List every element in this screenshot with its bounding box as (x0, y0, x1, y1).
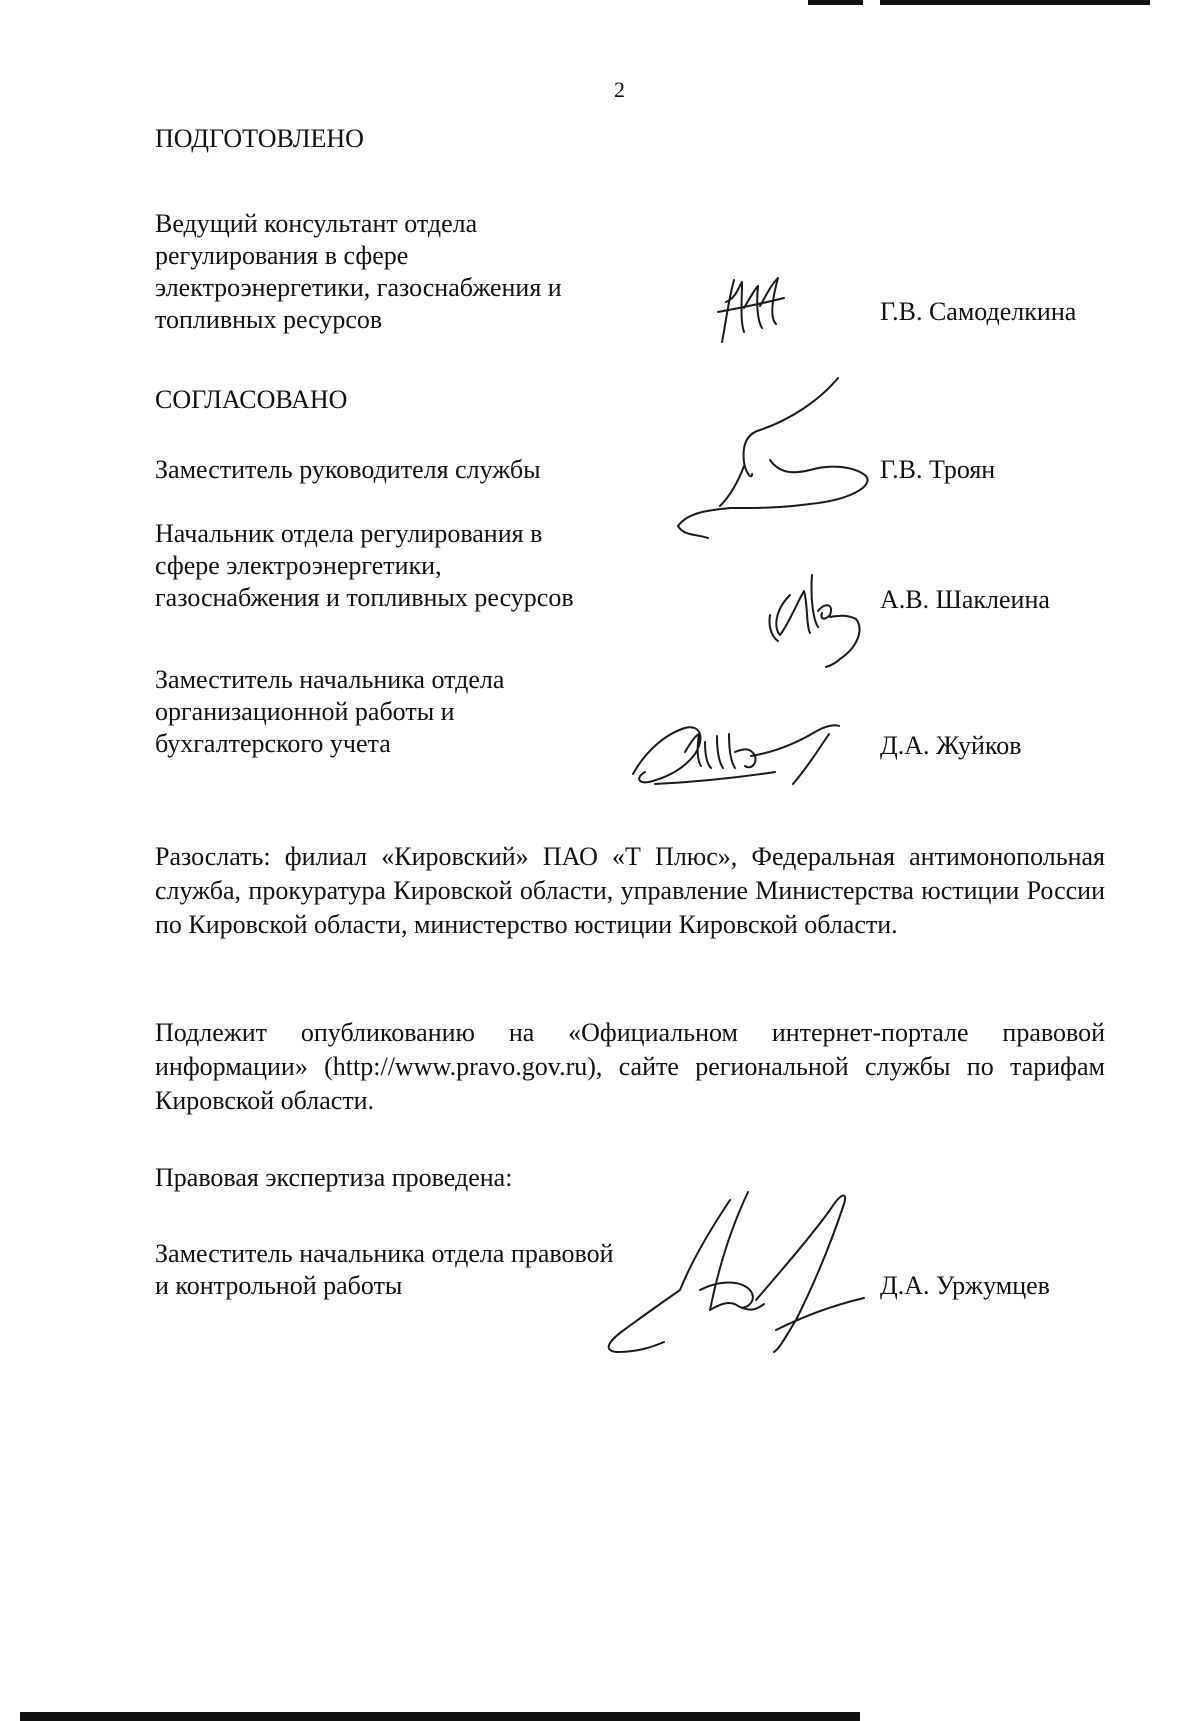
position-line: электроэнергетики, газоснабжения и (155, 273, 562, 302)
signatory-name: Г.В. Самоделкина (880, 297, 1077, 326)
publication-paragraph: Подлежит опубликованию на «Официальном интернет-портале правовой информации» (http://www.pravo.gov.ru), сайте региональной службы по тарифам Кировской области. (155, 1018, 1105, 1115)
signatory-name: Д.А. Жуйков (880, 731, 1022, 760)
scan-artifact-bottom (20, 1712, 860, 1721)
agreed-heading: СОГЛАСОВАНО (155, 385, 348, 414)
prepared-heading: ПОДГОТОВЛЕНО (155, 124, 364, 153)
legal-review-position (155, 1238, 613, 1302)
scan-artifact-top (880, 0, 1150, 5)
position-line: Заместитель начальника отдела правовой (155, 1239, 614, 1268)
signatory-name: Д.А. Уржумцев (880, 1271, 1050, 1300)
prepared-position (155, 208, 562, 336)
position-line: газоснабжения и топливных ресурсов (155, 583, 574, 612)
scan-artifact-top (808, 0, 863, 5)
signatory-1-position (155, 454, 541, 486)
page-number: 2 (614, 77, 625, 102)
signature-urzhumtsev (580, 1180, 900, 1360)
distribution-paragraph: Разослать: филиал «Кировский» ПАО «Т Плюс», Федеральная антимонопольная служба, прокуратура Кировской области, управление Министерства юстиции России по Кировской области, министерство юстиции Кировской области. (155, 842, 1105, 939)
position-line: Заместитель руководителя службы (155, 455, 541, 484)
signatory-name: Г.В. Троян (880, 455, 996, 484)
signature-zhuikov (625, 712, 855, 792)
signatory-3-position (155, 664, 504, 760)
position-line: бухгалтерского учета (155, 729, 391, 758)
position-line: топливных ресурсов (155, 305, 383, 334)
signature-shakleina (760, 555, 880, 675)
position-line: сфере электроэнергетики, (155, 551, 442, 580)
position-line: регулирования в сфере (155, 241, 409, 270)
signatory-name: А.В. Шаклеина (880, 585, 1050, 614)
signature-samodelkina (700, 262, 810, 352)
signatory-2-position (155, 518, 574, 614)
position-line: Заместитель начальника отдела (155, 665, 505, 694)
position-line: Ведущий консультант отдела (155, 209, 478, 238)
position-line: организационной работы и (155, 697, 455, 726)
signature-troyan (670, 370, 880, 550)
position-line: и контрольной работы (155, 1271, 403, 1300)
position-line: Начальник отдела регулирования в (155, 519, 543, 548)
legal-review-heading: Правовая экспертиза проведена: (155, 1163, 513, 1192)
